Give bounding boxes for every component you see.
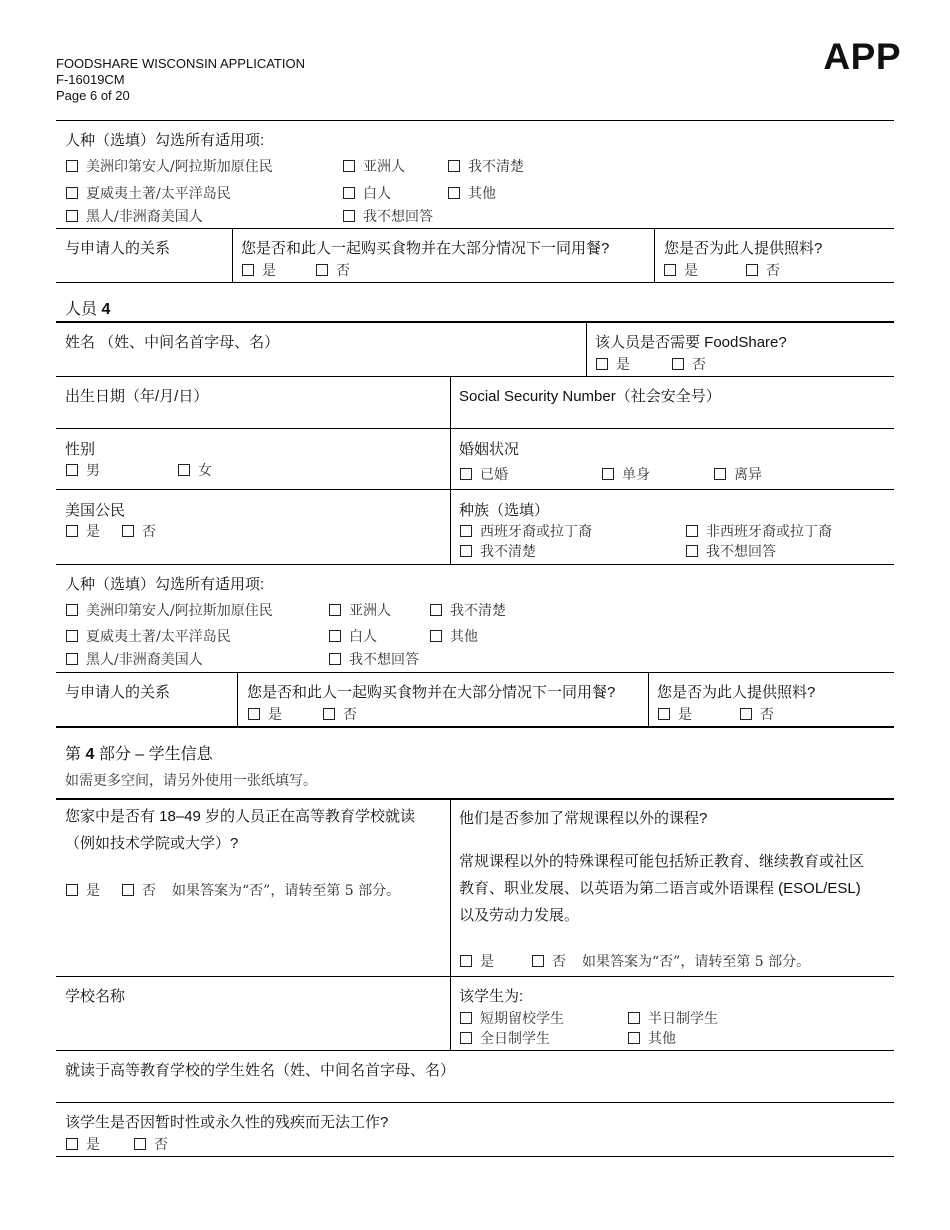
marital-divorced[interactable]: 离异 bbox=[714, 464, 762, 484]
meals-no[interactable]: 否 bbox=[323, 704, 357, 724]
care-no[interactable]: 否 bbox=[746, 260, 780, 280]
divider bbox=[56, 120, 894, 121]
checkbox[interactable] bbox=[460, 1012, 472, 1024]
race-option-white[interactable]: 白人 bbox=[329, 626, 377, 646]
needs-foodshare-label: 该人员是否需要 FoodShare? bbox=[595, 334, 787, 351]
checkbox[interactable] bbox=[686, 545, 698, 557]
checkbox[interactable] bbox=[460, 1032, 472, 1044]
student-q2-explanation: 常规课程以外的特殊课程可能包括矫正教育、继续教育或社区 教育、职业发展、以英语为第二语言或外语课程 (ESOL/ESL) 以及劳动力发展。 bbox=[459, 853, 865, 924]
checkbox[interactable] bbox=[66, 525, 78, 537]
student-q1: 您家中是否有 18–49 岁的人员正在高等教育学校就读 （例如技术学院或大学）? bbox=[65, 808, 416, 852]
checkbox[interactable] bbox=[672, 358, 684, 370]
checkbox[interactable] bbox=[430, 630, 442, 642]
checkbox[interactable] bbox=[122, 525, 134, 537]
checkbox[interactable] bbox=[343, 160, 355, 172]
student-q1-yes[interactable]: 是 bbox=[66, 880, 100, 900]
race-option-prefer-not[interactable]: 我不想回答 bbox=[329, 649, 419, 669]
race-option-hawaiian[interactable]: 夏威夷土著/太平洋岛民 bbox=[66, 626, 231, 646]
checkbox[interactable] bbox=[596, 358, 608, 370]
divider bbox=[586, 322, 587, 376]
checkbox[interactable] bbox=[602, 468, 614, 480]
checkbox[interactable] bbox=[66, 160, 78, 172]
disability-question: 该学生是否因暂时性或永久性的残疾而无法工作? bbox=[65, 1114, 389, 1131]
student-type-label: 该学生为: bbox=[459, 988, 524, 1005]
student-q1-skip: 如果答案为“否”，请转至第 5 部分。 bbox=[172, 883, 401, 899]
checkbox[interactable] bbox=[448, 187, 460, 199]
sex-female[interactable]: 女 bbox=[178, 460, 212, 480]
relationship-label: 与申请人的关系 bbox=[65, 240, 171, 257]
ethnicity-non-hispanic[interactable]: 非西班牙裔或拉丁裔 bbox=[686, 521, 832, 541]
checkbox[interactable] bbox=[658, 708, 670, 720]
sex-male[interactable]: 男 bbox=[66, 460, 100, 480]
meals-yes[interactable]: 是 bbox=[248, 704, 282, 724]
checkbox[interactable] bbox=[134, 1138, 146, 1150]
meals-yes[interactable]: 是 bbox=[242, 260, 276, 280]
student-type-short-term[interactable]: 短期留校学生 bbox=[460, 1008, 564, 1028]
race-label: 人种（选填）勾选所有适用项: bbox=[65, 576, 265, 593]
checkbox[interactable] bbox=[66, 187, 78, 199]
checkbox[interactable] bbox=[66, 1138, 78, 1150]
marital-married[interactable]: 已婚 bbox=[460, 464, 508, 484]
race-option-unsure[interactable]: 我不清楚 bbox=[430, 600, 506, 620]
race-option-asian[interactable]: 亚洲人 bbox=[343, 156, 405, 176]
section-4-note: 如需更多空间，请另外使用一张纸填写。 bbox=[65, 773, 317, 789]
name-field-label: 姓名 （姓、中间名首字母、名） bbox=[65, 334, 280, 351]
divider bbox=[232, 228, 233, 282]
race-option-white[interactable]: 白人 bbox=[343, 183, 391, 203]
meals-question: 您是否和此人一起购买食物并在大部分情况下一同用餐? bbox=[247, 684, 616, 701]
checkbox[interactable] bbox=[740, 708, 752, 720]
sex-label: 性别 bbox=[65, 441, 96, 458]
checkbox[interactable] bbox=[532, 955, 544, 967]
checkbox[interactable] bbox=[746, 264, 758, 276]
checkbox[interactable] bbox=[448, 160, 460, 172]
care-yes[interactable]: 是 bbox=[664, 260, 698, 280]
checkbox[interactable] bbox=[460, 955, 472, 967]
divider bbox=[56, 726, 894, 728]
relationship-label: 与申请人的关系 bbox=[65, 684, 171, 701]
page-number: Page 6 of 20 bbox=[56, 88, 130, 103]
divider bbox=[56, 489, 894, 490]
checkbox[interactable] bbox=[686, 525, 698, 537]
divider bbox=[56, 228, 894, 229]
marital-label: 婚姻状况 bbox=[459, 441, 520, 458]
checkbox[interactable] bbox=[323, 708, 335, 720]
divider bbox=[450, 799, 451, 1050]
divider bbox=[237, 672, 238, 727]
divider bbox=[648, 672, 649, 727]
student-type-other[interactable]: 其他 bbox=[628, 1028, 676, 1048]
checkbox[interactable] bbox=[329, 630, 341, 642]
marital-single[interactable]: 单身 bbox=[602, 464, 650, 484]
divider bbox=[450, 376, 451, 564]
checkbox[interactable] bbox=[66, 884, 78, 896]
race-option-asian[interactable]: 亚洲人 bbox=[329, 600, 391, 620]
citizen-label: 美国公民 bbox=[65, 502, 126, 519]
student-q2-yes[interactable]: 是 bbox=[460, 951, 494, 971]
care-question: 您是否为此人提供照料? bbox=[664, 240, 823, 257]
care-question: 您是否为此人提供照料? bbox=[657, 684, 816, 701]
divider bbox=[56, 428, 894, 429]
disability-no[interactable]: 否 bbox=[134, 1134, 168, 1154]
race-label: 人种（选填）勾选所有适用项: bbox=[65, 132, 265, 149]
checkbox[interactable] bbox=[66, 210, 78, 222]
checkbox[interactable] bbox=[242, 264, 254, 276]
race-option-american-indian[interactable]: 美洲印第安人/阿拉斯加原住民 bbox=[66, 600, 273, 620]
checkbox[interactable] bbox=[664, 264, 676, 276]
student-type-full-time[interactable]: 全日制学生 bbox=[460, 1028, 550, 1048]
dob-field-label: 出生日期（年/月/日） bbox=[65, 388, 209, 405]
checkbox[interactable] bbox=[66, 604, 78, 616]
citizen-yes[interactable]: 是 bbox=[66, 521, 100, 541]
section-4-title: 第 4 部分 – 学生信息 bbox=[65, 746, 213, 763]
divider bbox=[56, 282, 894, 283]
meals-no[interactable]: 否 bbox=[316, 260, 350, 280]
checkbox[interactable] bbox=[66, 630, 78, 642]
race-option-hawaiian[interactable]: 夏威夷土著/太平洋岛民 bbox=[66, 183, 231, 203]
checkbox[interactable] bbox=[122, 884, 134, 896]
student-name-label: 就读于高等教育学校的学生姓名（姓、中间名首字母、名） bbox=[65, 1062, 456, 1079]
care-no[interactable]: 否 bbox=[740, 704, 774, 724]
divider bbox=[56, 1156, 894, 1157]
divider bbox=[654, 228, 655, 282]
divider bbox=[56, 321, 894, 323]
needs-foodshare-yes[interactable]: 是 bbox=[596, 354, 630, 374]
divider bbox=[56, 798, 894, 800]
race-option-american-indian[interactable]: 美洲印第安人/阿拉斯加原住民 bbox=[66, 156, 273, 176]
checkbox[interactable] bbox=[460, 525, 472, 537]
ethnicity-prefer-not[interactable]: 我不想回答 bbox=[686, 541, 776, 561]
student-q1-no[interactable]: 否 bbox=[122, 880, 156, 900]
checkbox[interactable] bbox=[628, 1032, 640, 1044]
school-name-label: 学校名称 bbox=[65, 988, 126, 1005]
divider bbox=[56, 672, 894, 673]
checkbox[interactable] bbox=[329, 653, 341, 665]
race-option-other[interactable]: 其他 bbox=[448, 183, 496, 203]
checkbox[interactable] bbox=[430, 604, 442, 616]
form-title: FOODSHARE WISCONSIN APPLICATION bbox=[56, 56, 305, 71]
divider bbox=[56, 564, 894, 565]
form-number: F-16019CM bbox=[56, 72, 125, 87]
checkbox[interactable] bbox=[628, 1012, 640, 1024]
divider bbox=[56, 376, 894, 377]
checkbox[interactable] bbox=[316, 264, 328, 276]
app-badge: APP bbox=[823, 36, 901, 77]
divider bbox=[56, 1102, 894, 1103]
citizen-no[interactable]: 否 bbox=[122, 521, 156, 541]
student-q2-skip: 如果答案为“否”，请转至第 5 部分。 bbox=[582, 954, 811, 970]
needs-foodshare-no[interactable]: 否 bbox=[672, 354, 706, 374]
checkbox[interactable] bbox=[66, 653, 78, 665]
checkbox[interactable] bbox=[460, 468, 472, 480]
race-option-prefer-not[interactable]: 我不想回答 bbox=[343, 206, 433, 226]
care-yes[interactable]: 是 bbox=[658, 704, 692, 724]
meals-question: 您是否和此人一起购买食物并在大部分情况下一同用餐? bbox=[241, 240, 610, 257]
checkbox[interactable] bbox=[714, 468, 726, 480]
checkbox[interactable] bbox=[248, 708, 260, 720]
checkbox[interactable] bbox=[329, 604, 341, 616]
checkbox[interactable] bbox=[66, 464, 78, 476]
race-option-black[interactable]: 黑人/非洲裔美国人 bbox=[66, 649, 203, 669]
race-option-black[interactable]: 黑人/非洲裔美国人 bbox=[66, 206, 203, 226]
student-q2: 他们是否参加了常规课程以外的课程? bbox=[459, 810, 708, 827]
student-q2-no[interactable]: 否 bbox=[532, 951, 566, 971]
checkbox[interactable] bbox=[343, 187, 355, 199]
disability-yes[interactable]: 是 bbox=[66, 1134, 100, 1154]
ssn-field-label: Social Security Number（社会安全号） bbox=[459, 388, 721, 405]
ethnicity-hispanic[interactable]: 西班牙裔或拉丁裔 bbox=[460, 521, 592, 541]
race-option-unsure[interactable]: 我不清楚 bbox=[448, 156, 524, 176]
student-type-half-time[interactable]: 半日制学生 bbox=[628, 1008, 718, 1028]
ethnicity-unsure[interactable]: 我不清楚 bbox=[460, 541, 536, 561]
ethnicity-label: 种族（选填） bbox=[459, 502, 550, 519]
checkbox[interactable] bbox=[178, 464, 190, 476]
checkbox[interactable] bbox=[460, 545, 472, 557]
person-4-heading: 人员 4 bbox=[65, 301, 111, 318]
divider bbox=[56, 976, 894, 977]
checkbox[interactable] bbox=[343, 210, 355, 222]
divider bbox=[56, 1050, 894, 1051]
race-option-other[interactable]: 其他 bbox=[430, 626, 478, 646]
